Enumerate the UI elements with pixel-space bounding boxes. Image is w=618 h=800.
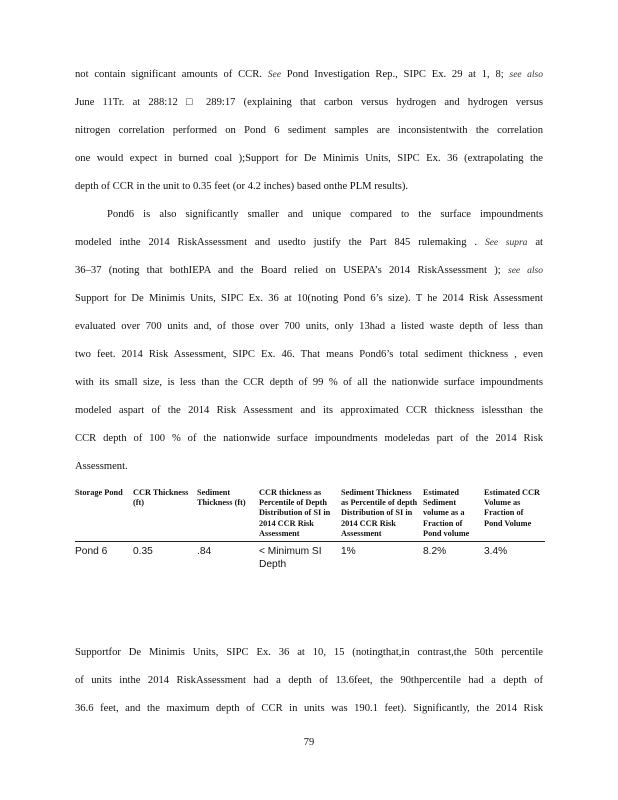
header-ccr-thickness: CCR Thickness (ft) — [133, 488, 197, 542]
cell-storage-pond: Pond 6 — [75, 546, 108, 558]
risk-comparison-table — [75, 488, 545, 571]
para2-line2: modeled inthe 2014 RiskAssessment and usedto justify the Part 845 rulemaking . See supra at — [75, 237, 543, 248]
cell-ccr-volume-fraction: 3.4% — [484, 546, 508, 558]
header-sediment-thickness: Sediment Thickness (ft) — [197, 488, 259, 542]
para1-line5: depth of CCR in the unit to 0.35 feet (or 4.2 inches) based onthe PLM results). — [75, 181, 409, 192]
para2-line10: Assessment. — [75, 461, 128, 472]
cell-ccr-thickness: 0.35 — [133, 546, 153, 558]
table-header-row — [75, 488, 545, 542]
para3-line1: Supportfor De Minimis Units, SIPC Ex. 36 at 10, 15 (notingthat,in contrast,the 50th percentile — [75, 647, 543, 658]
para3-line2: of units inthe 2014 RiskAssessment had a depth of 13.6feet, the 90thpercentile had a depth of — [75, 675, 543, 686]
cell-sediment-thickness: .84 — [197, 546, 212, 558]
para3-line3: 36.6 feet, and the maximum depth of CCR in units was 190.1 feet). Significantly, the 2014 Risk — [75, 703, 543, 714]
header-ccr-volume-fraction: Estimated CCR Volume as Fraction of Pond Volume — [484, 488, 545, 542]
para2-line7: with its small size, is less than the CCR depth of 99 % of all the nationwide surface impoundments — [75, 377, 543, 388]
para2-line4: Support for De Minimis Units, SIPC Ex. 36 at 10(noting Pond 6’s size). T he 2014 Risk Assessment — [75, 293, 543, 304]
para1-line1: not contain significant amounts of CCR. See Pond Investigation Rep., SIPC Ex. 29 at 1, 8; see also — [75, 69, 543, 80]
para2-line9: CCR depth of 100 % of the nationwide surface impoundments modeledas part of the 2014 Risk — [75, 433, 543, 444]
cell-ccr-percentile: < Minimum SI Depth — [259, 546, 322, 571]
header-ccr-percentile: CCR thickness as Percentile of Depth Distribution of SI in 2014 CCR Risk Assessment — [259, 488, 341, 542]
cell-sediment-percentile: 1% — [341, 546, 356, 558]
para1-line3: nitrogen correlation performed on Pond 6 sediment samples are inconsistentwith the correlation — [75, 125, 543, 136]
para1-line2: June 11Tr. at 288:12 □ 289:17 (explaining that carbon versus hydrogen and hydrogen versus — [75, 97, 543, 108]
cell-sediment-volume-fraction: 8.2% — [423, 546, 447, 558]
header-sediment-volume-fraction: Estimated Sediment volume as a Fraction of Pond volume — [423, 488, 484, 542]
table-row — [75, 542, 545, 572]
para2-line5: evaluated over 700 units and, of those over 700 units, only 13had a listed waste depth of less than — [75, 321, 543, 332]
para2-line6: two feet. 2014 Risk Assessment, SIPC Ex. 46. That means Pond6’s total sediment thickness , even — [75, 349, 543, 360]
header-storage-pond: Storage Pond — [75, 488, 133, 542]
para2-line8: modeled aspart of the 2014 Risk Assessment and its approximated CCR thickness islessthan the — [75, 405, 543, 416]
para2-line1: Pond6 is also significantly smaller and unique compared to the surface impoundments — [107, 209, 543, 220]
para2-line3: 36–37 (noting that bothIEPA and the Board relied on USEPA’s 2014 RiskAssessment ); see also — [75, 265, 544, 276]
header-sediment-percentile: Sediment Thickness as Percentile of depth Distribution of SI in 2014 CCR Risk Assessment — [341, 488, 423, 542]
page-number: 79 — [303, 737, 315, 748]
para1-line4: one would expect in burned coal );Support for De Minimis Units, SIPC Ex. 36 (extrapolating the — [75, 153, 543, 164]
